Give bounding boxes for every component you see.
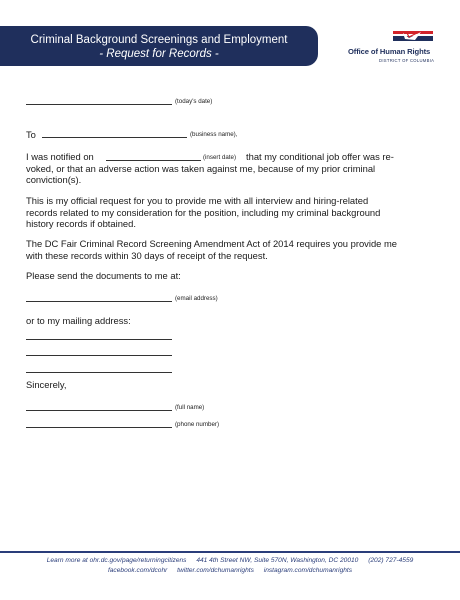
footer-phone: (202) 727-4559 [368,557,414,564]
ohr-logo [345,30,440,70]
dc-flag-icon [345,30,440,48]
footer-address: 441 4th Street NW, Suite 570N, Washington, DC 20010 [196,557,359,564]
instagram-link[interactable]: instagram.com/dchumanrights [263,567,353,574]
org-subtitle: DISTRICT OF COLUMBIA [379,58,435,63]
sincerely-text: Sincerely, [26,379,67,390]
mailing-address-line-2[interactable] [26,355,172,356]
document-subtitle: - Request for Records - [99,48,219,60]
notified-prefix: I was notified on [26,151,94,162]
footer-line-2 [0,567,460,574]
document-title: Criminal Background Screenings and Employment [30,34,288,46]
org-name: Office of Human Rights [348,47,431,56]
act-line-2: with these records within 30 days of receipt of the request. [26,249,268,261]
send-label: Please send the documents to me at: [26,270,181,281]
request-line-3: history records if obtained. [26,218,136,229]
facebook-link[interactable]: facebook.com/dcohr [107,567,168,574]
business-name-hint: (business name), [190,131,238,138]
business-name-field[interactable] [42,137,187,138]
mailing-address-line-3[interactable] [26,372,172,373]
full-name-hint: (full name) [175,404,205,411]
todays-date-hint: (today's date) [175,98,213,105]
act-line-1: The DC Fair Criminal Record Screening Amendment Act of 2014 requires you provide me [26,238,398,249]
insert-date-field[interactable] [106,160,201,161]
notified-text-line-3: conviction(s). [26,174,82,185]
footer-divider [0,551,460,553]
notified-text-line-1: that my conditional job offer was re- [246,151,394,162]
email-field[interactable] [26,301,172,302]
footer-line-1 [0,557,460,564]
email-hint: (email address) [175,295,218,302]
notified-text-line-2: voked, or that an adverse action was taken against me, because of my prior criminal [26,162,376,174]
twitter-link[interactable]: twitter.com/dchumanrights [177,567,254,574]
mailing-label: or to my mailing address: [26,315,131,326]
todays-date-field[interactable] [26,104,172,105]
request-line-1: This is my official request for you to provide me with all interview and hiring-related [26,195,369,206]
full-name-field[interactable] [26,410,172,411]
title-banner [0,26,318,66]
insert-date-hint: (insert date) [203,154,237,161]
to-label: To [26,129,36,140]
request-line-2: records related to my consideration for the position, including my criminal background [26,206,381,218]
phone-number-hint: (phone number) [175,421,220,428]
phone-number-field[interactable] [26,427,172,428]
learn-more-link[interactable]: Learn more at ohr.dc.gov/page/returningcitizens [46,557,187,564]
mailing-address-line-1[interactable] [26,339,172,340]
